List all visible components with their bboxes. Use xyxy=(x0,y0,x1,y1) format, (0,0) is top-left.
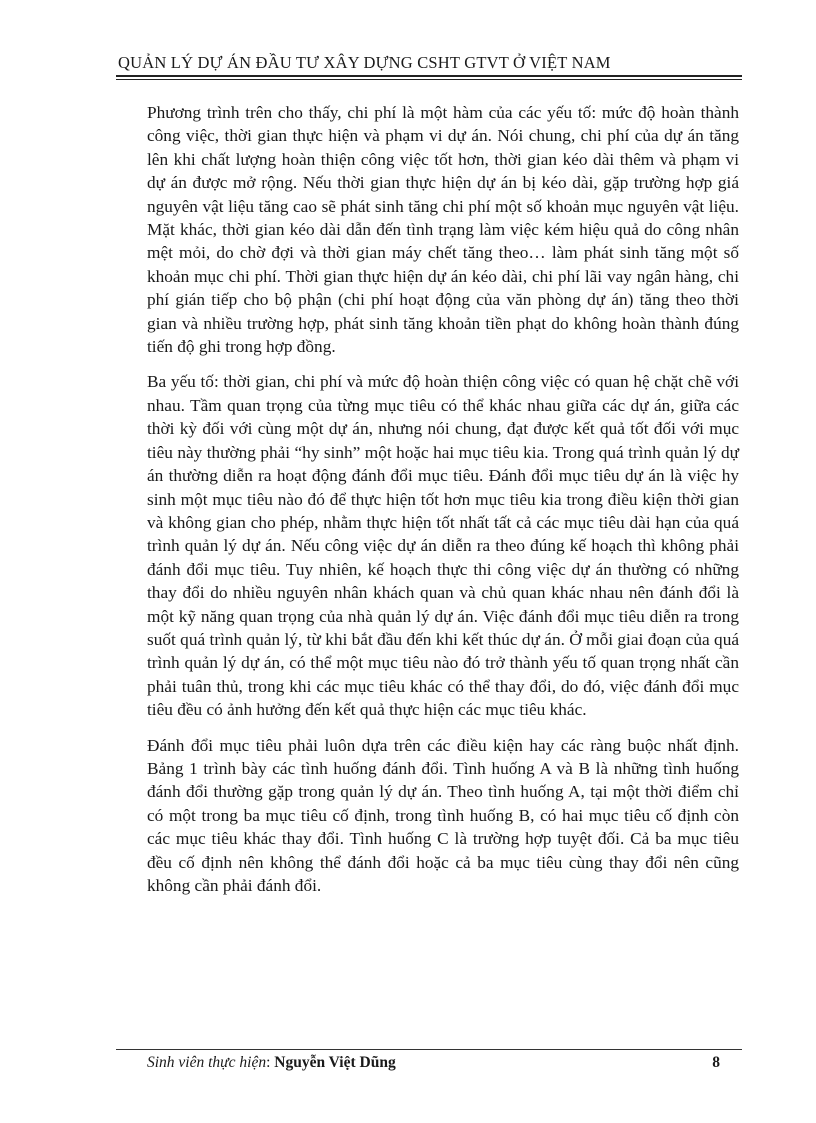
footer-separator: : xyxy=(266,1054,275,1071)
paragraph-1: Phương trình trên cho thấy, chi phí là một hàm của các yếu tố: mức độ hoàn thành công việc, thời gian thực hiện và phạm vi dự án. Nói chung, chi phí của dự án tăng lên khi chất lượng hoàn thiện công việc tốt hơn, thời gian kéo dài thêm và phạm vi dự án được mở rộng. Nếu thời gian thực hiện dự án bị kéo dài, gặp trường hợp giá nguyên vật liệu tăng cao sẽ phát sinh tăng chi phí một số khoản mục nguyên vật liệu. Mặt khác, thời gian kéo dài dẫn đến tình trạng làm việc kém hiệu quả do công nhân mệt mỏi, do chờ đợi và thời gian máy chết tăng theo… làm phát sinh tăng một số khoản mục chi phí. Thời gian thực hiện dự án kéo dài, chi phí lãi vay ngân hàng, chi phí gián tiếp cho bộ phận (chi phí hoạt động của văn phòng dự án) tăng theo thời gian và nhiều trường hợp, phát sinh tăng khoản tiền phạt do không hoàn thành đúng tiến độ ghi trong hợp đồng. xyxy=(147,103,739,357)
header-divider xyxy=(116,75,742,80)
paragraph-3: Đánh đổi mục tiêu phải luôn dựa trên các điều kiện hay các ràng buộc nhất định. Bảng 1 trình bày các tình huống đánh đổi. Tình huống A và B là những tình huống đánh đổi thường gặp trong quản lý dự án. Theo tình huống A, tại một thời điểm chỉ có một trong ba mục tiêu cố định, trong tình huống B, có hai mục tiêu cố định còn các mục tiêu khác thay đổi. Tình huống C là trường hợp tuyệt đối. Cả ba mục tiêu đều cố định nên không thể đánh đổi hoặc cả ba mục tiêu cùng thay đổi nên cũng không cần phải đánh đổi. xyxy=(147,735,739,895)
footer-label: Sinh viên thực hiện xyxy=(147,1054,267,1071)
author-name: Nguyễn Việt Dũng xyxy=(274,1054,396,1071)
footer-divider xyxy=(116,1049,742,1050)
page-number: 8 xyxy=(712,1054,720,1071)
document-body xyxy=(147,101,739,909)
running-header: QUẢN LÝ DỰ ÁN ĐẦU TƯ XÂY DỰNG CSHT GTVT Ở VIỆT NAM xyxy=(118,53,611,72)
footer xyxy=(147,1053,717,1073)
paragraph-2: Ba yếu tố: thời gian, chi phí và mức độ hoàn thiện công việc có quan hệ chặt chẽ với nhau. Tầm quan trọng của từng mục tiêu có thể khác nhau giữa các dự án, giữa các thời kỳ đối với cùng một dự án, nhưng nói chung, đạt được kết quả tốt đối với mục tiêu này thường phải “hy sinh” một hoặc hai mục tiêu kia. Trong quá trình quản lý dự án thường diễn ra hoạt động đánh đổi mục tiêu. Đánh đổi mục tiêu dự án là việc hy sinh một mục tiêu nào đó để thực hiện tốt hơn mục tiêu kia trong điều kiện thời gian và không gian cho phép, nhằm thực hiện tốt nhất tất cả các mục tiêu dài hạn của quá trình quản lý dự án. Nếu công việc dự án diễn ra theo đúng kế hoạch thì không phải đánh đổi mục tiêu. Tuy nhiên, kế hoạch thực thi công việc dự án thường có những thay đổi do nhiều nguyên nhân khách quan và chủ quan khác nhau nên đánh đổi là một kỹ năng quan trọng của nhà quản lý dự án. Việc đánh đổi mục tiêu diễn ra trong suốt quá trình quản lý, từ khi bắt đầu đến khi kết thúc dự án. Ở mỗi giai đoạn của quá trình quản lý dự án, có thể một mục tiêu nào đó trở thành yếu tố quan trọng nhất cần phải tuân thủ, trong khi các mục tiêu khác có thể thay đổi, do đó, việc đánh đổi mục tiêu đều có ảnh hưởng đến kết quả thực hiện các mục tiêu khác. xyxy=(147,372,739,720)
